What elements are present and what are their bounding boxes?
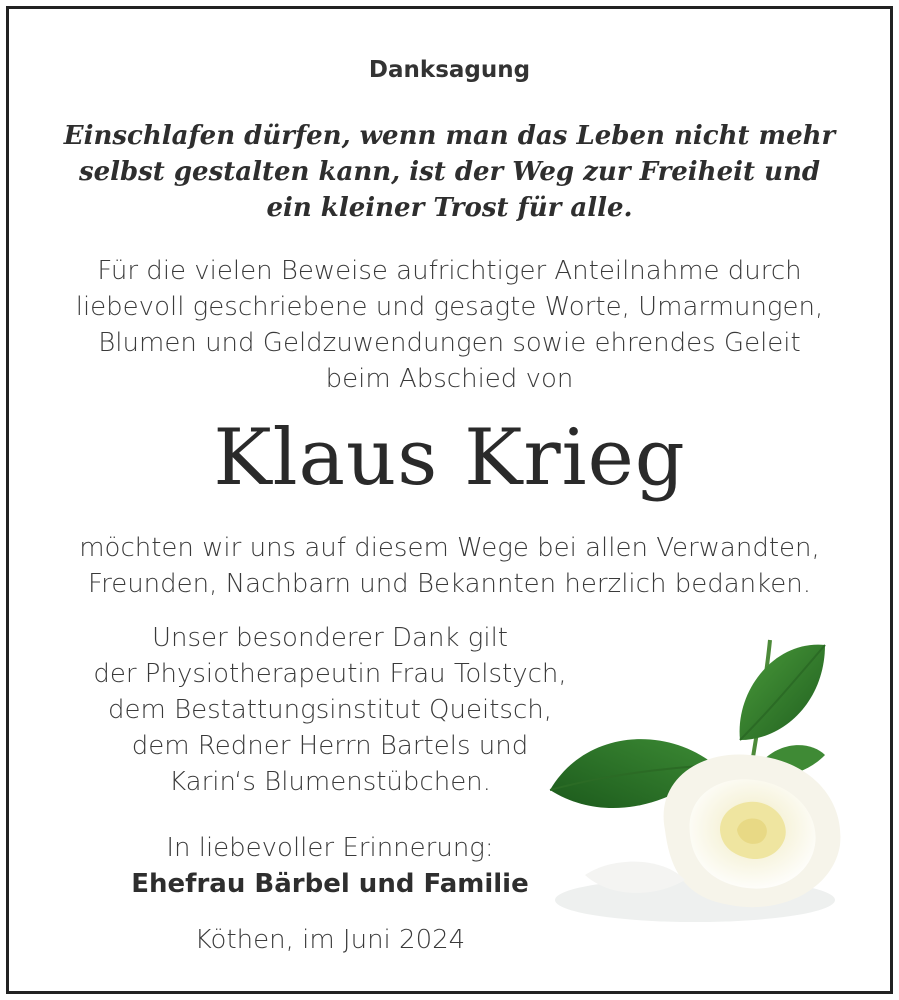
special-line-3: dem Bestattungsinstitut Queitsch, [107, 695, 553, 725]
intro-line-1: Für die vielen Beweise aufrichtiger Anteilnahme durch [97, 256, 802, 286]
notice-heading: Danksagung [368, 57, 531, 83]
quote-line-3: ein kleiner Trost für alle. [266, 193, 633, 223]
intro-line-4: beim Abschied von [325, 364, 574, 394]
memory-label: In liebevoller Erinnerung: [166, 833, 494, 863]
quote-line-1: Einschlafen dürfen, wenn man das Leben nicht mehr [63, 121, 836, 151]
intro-line-2: liebevoll geschriebene und gesagte Worte, Umarmungen, [75, 292, 824, 322]
special-line-2: der Physiotherapeutin Frau Tolstych, [93, 659, 567, 689]
place-date: Köthen, im Juni 2024 [194, 925, 466, 955]
special-line-4: dem Redner Herrn Bartels und [131, 731, 529, 761]
special-line-1: Unser besonderer Dank gilt [151, 623, 508, 653]
special-line-5: Karin‘s Blumenstübchen. [169, 767, 491, 797]
deceased-name: Klaus Krieg [213, 413, 686, 503]
family-signature: Ehefrau Bärbel und Familie [131, 869, 529, 899]
white-rose-image [525, 630, 865, 940]
thanks-line-1: möchten wir uns auf diesem Wege bei allen Verwandten, [79, 533, 820, 563]
quote-line-2: selbst gestalten kann, ist der Weg zur Freiheit und [78, 157, 821, 187]
thanks-line-2: Freunden, Nachbarn und Bekannten herzlich bedanken. [88, 569, 811, 599]
intro-line-3: Blumen und Geldzuwendungen sowie ehrendes Geleit [98, 328, 801, 358]
